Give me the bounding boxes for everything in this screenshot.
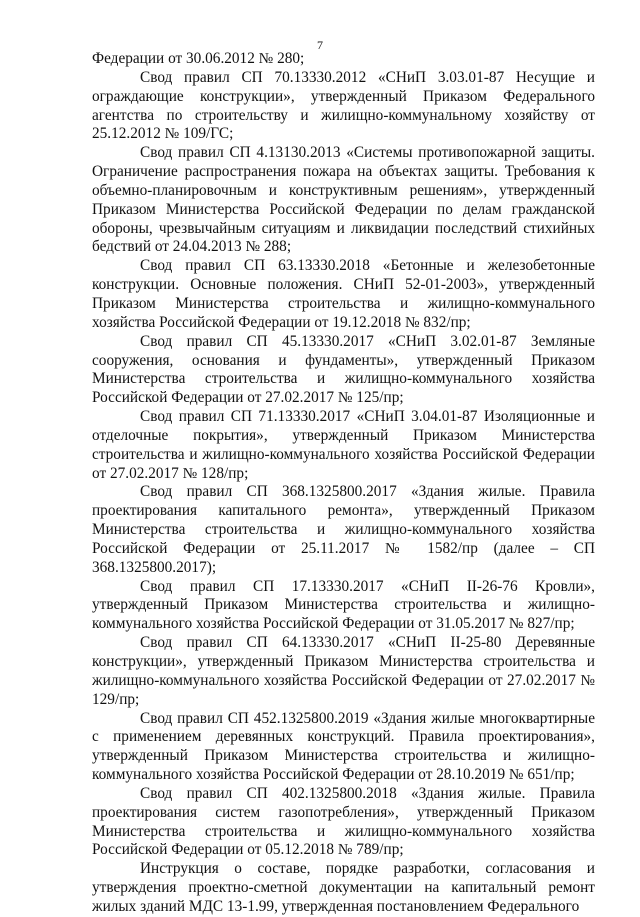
page-number: 7 — [317, 38, 323, 52]
paragraph: Инструкция о составе, порядке разработки, согласования и утверждения проектно-сметной документации на капитальный ремонт жилых зданий МДС 13-1.99, утвержденная постановлением Федерального — [92, 860, 595, 915]
paragraph: Свод правил СП 45.13330.2017 «СНиП 3.02.01-87 Земляные сооружения, основания и фундаменты», утвержденный Приказом Министерства строительства и жилищно-коммунального хозяйства Российской Федерации от 27.02.2017 № 125/пр; — [92, 332, 595, 407]
paragraph: Свод правил СП 63.13330.2018 «Бетонные и железобетонные конструкции. Основные положения. СНиП 52-01-2003», утвержденный Приказом Министерства строительства и жилищно-коммунального хозяйства Российской Федерации от 19.12.2018 № 832/пр; — [92, 257, 595, 331]
paragraph: Свод правил СП 402.1325800.2018 «Здания жилые. Правила проектирования систем газопотребления», утвержденный Приказом Министерства строительства и жилищно-коммунального хозяйства Российской Федерации от 05.12.2018 № 789/пр; — [92, 784, 595, 859]
document-body — [92, 50, 595, 917]
paragraph: Свод правил СП 17.13330.2017 «СНиП II-26-76 Кровли», утвержденный Приказом Министерства строительства и жилищно-коммунального хозяйства Российской Федерации от 31.05.2017 № 827/пр; — [92, 577, 595, 633]
paragraph: Федерации от 30.06.2012 № 280; — [92, 50, 305, 67]
paragraph: Свод правил СП 452.1325800.2019 «Здания жилые многоквартирные с применением деревянных конструкций. Правила проектирования», утвержденный Приказом Министерства строительства и жилищно-коммунального хозяйства Российской Федерации от 28.10.2019 № 651/пр; — [92, 709, 595, 784]
paragraph: Свод правил СП 71.13330.2017 «СНиП 3.04.01-87 Изоляционные и отделочные покрытия», утвержденный Приказом Министерства строительства и жилищно-коммунального хозяйства Российской Федерации от 27.02.2017 № 128/пр; — [92, 408, 595, 482]
paragraph: Свод правил СП 70.13330.2012 «СНиП 3.03.01-87 Несущие и ограждающие конструкции», утвержденный Приказом Федерального агентства по строительству и жилищно-коммунальному хозяйству от 25.12.2012 № 109/ГС; — [92, 68, 595, 143]
paragraph: Свод правил СП 368.1325800.2017 «Здания жилые. Правила проектирования капитального ремонта», утвержденный Приказом Министерства строительства и жилищно-коммунального хозяйства Российской Федерации от 25.11.2017 № 1582/пр (далее – СП 368.1325800.2017); — [92, 483, 595, 576]
paragraph: Свод правил СП 64.13330.2017 «СНиП II-25-80 Деревянные конструкции», утвержденный Приказом Министерства строительства и жилищно-коммунального хозяйства Российской Федерации от 27.02.2017 № 129/пр; — [92, 634, 595, 708]
paragraph: Свод правил СП 4.13130.2013 «Системы противопожарной защиты. Ограничение распространения пожара на объектах защиты. Требования к объемно-планировочным и конструктивным решениям», утвержденный Приказом Министерства Российской Федерации по делам гражданской обороны, чрезвычайным ситуациям и ликвидации последствий стихийных бедствий от 24.04.2013 № 288; — [92, 144, 595, 256]
